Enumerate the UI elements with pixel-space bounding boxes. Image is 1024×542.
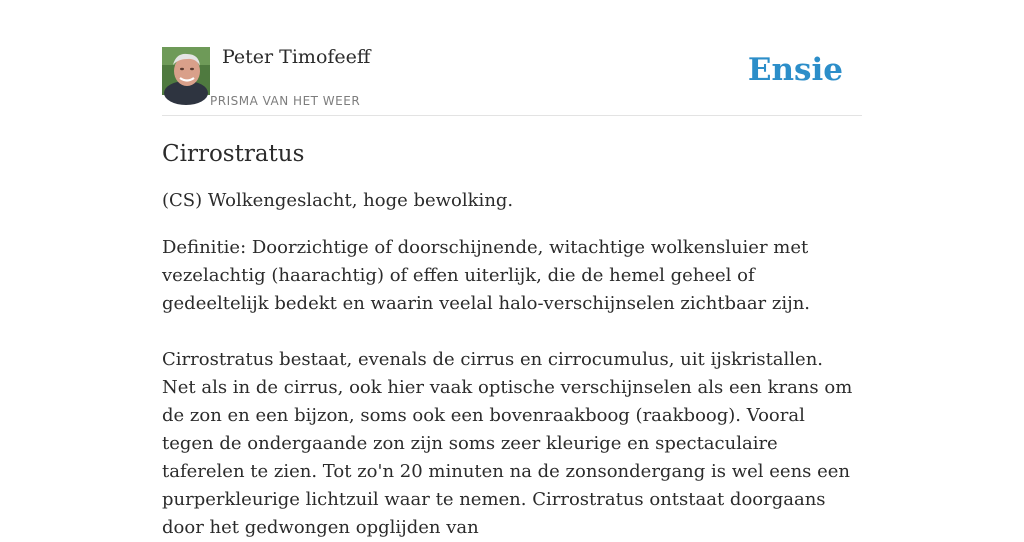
entry-content <box>162 138 862 542</box>
brand-logo[interactable]: Ensie <box>747 52 843 88</box>
entry-subtitle: (CS) Wolkengeslacht, hoge bewolking. <box>162 190 514 211</box>
article-header <box>162 44 862 116</box>
source-name[interactable]: PRISMA VAN HET WEER <box>210 94 361 108</box>
author-avatar[interactable] <box>162 47 210 95</box>
entry-definition: Definitie: Doorzichtige of doorschijnende, witachtige wolkensluier met vezelachtig (haarachtig) of effen uiterlijk, die de hemel geheel of gedeeltelijk bedekt en waarin veelal halo-verschijnselen zichtbaar zijn. Cirrostratus bestaat, evenals de cirrus en cirrocumulus, uit ijskristallen. Net als in de cirrus, ook hier vaak optische verschijnselen als een krans om de zon en een bijzon, soms ook een bovenraakboog (raakboog). Vooral tegen de ondergaande zon zijn soms zeer kleurige en spectaculaire taferelen te zien. Tot zo'n 20 minuten na de zonsondergang is wel eens een purperkleurige lichtzuil waar te nemen. Cirrostratus ontstaat doorgaans door het gedwongen opglijden van <box>162 237 853 538</box>
entry-title: Cirrostratus <box>162 141 305 167</box>
author-name[interactable]: Peter Timofeeff <box>222 46 371 68</box>
avatar-photo <box>162 47 210 95</box>
